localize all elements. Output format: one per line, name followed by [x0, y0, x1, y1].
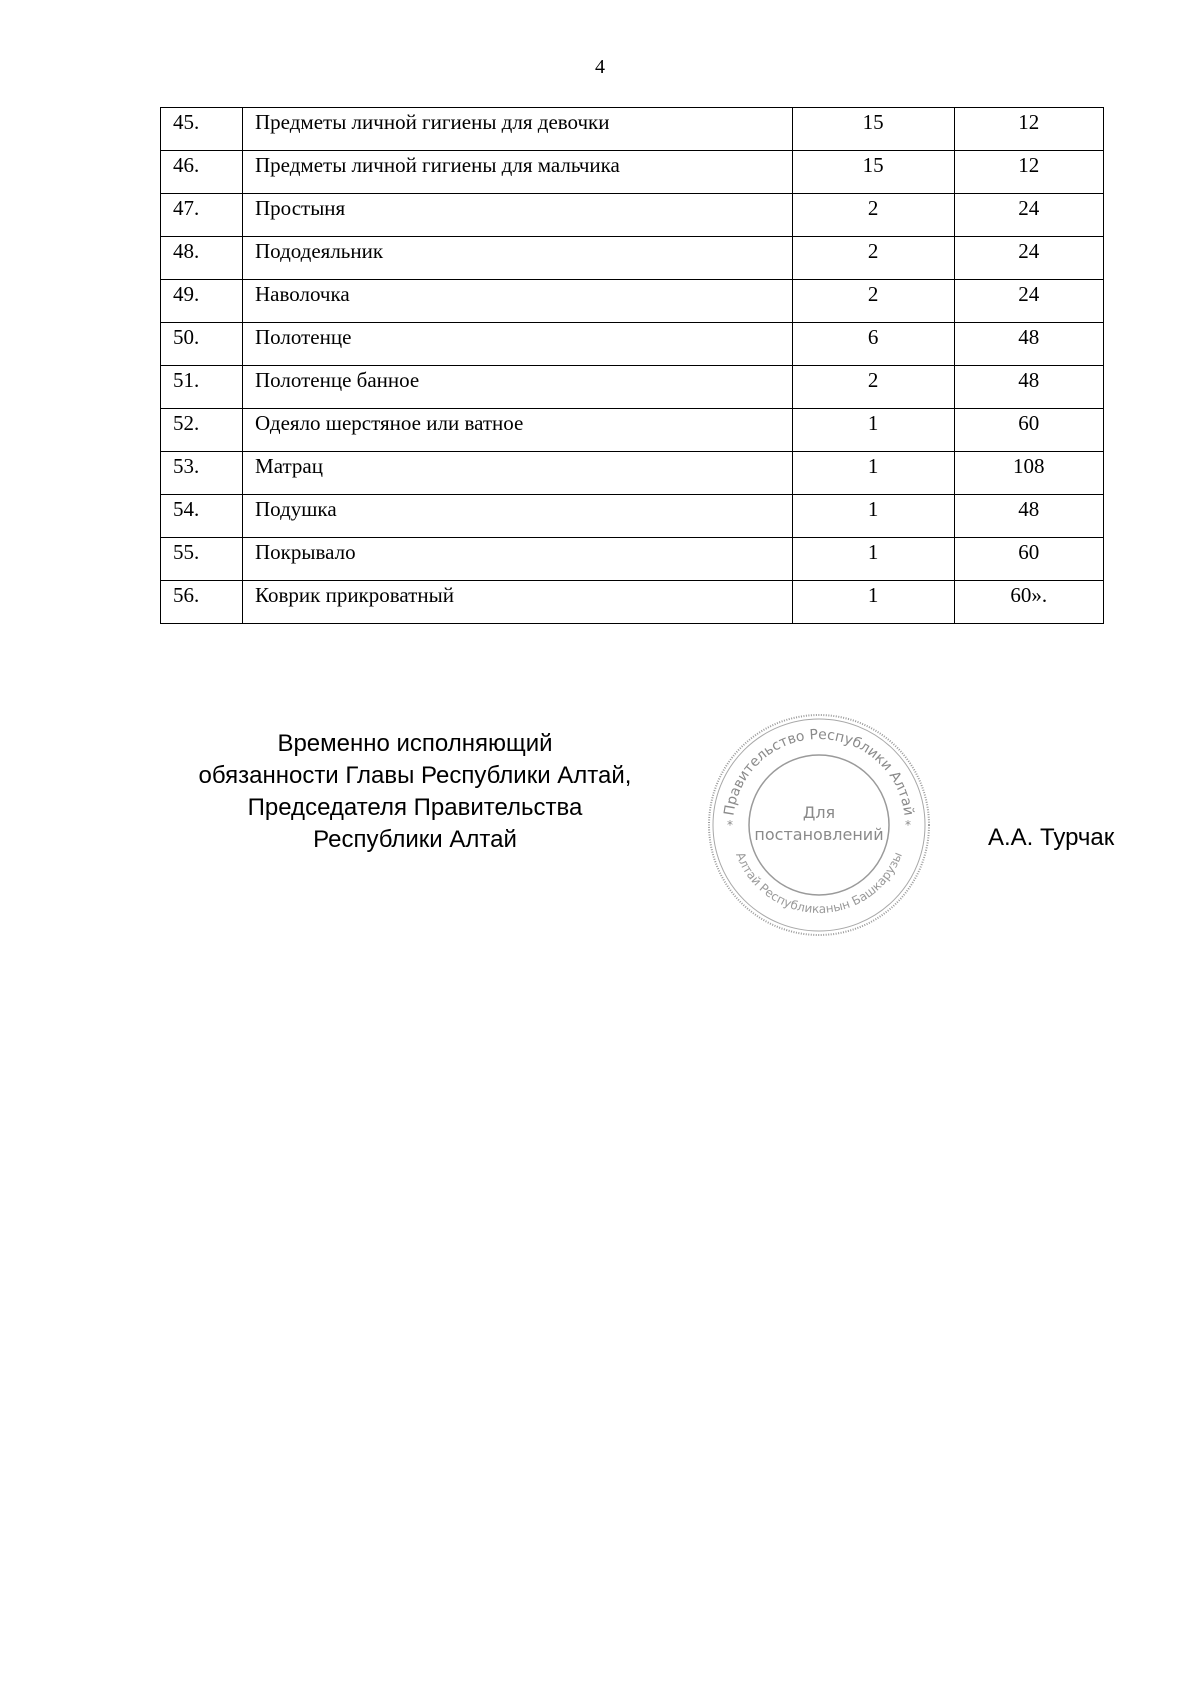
table-row [161, 237, 1104, 280]
seal-star-icon: * [727, 818, 733, 832]
term-cell: 60». [954, 581, 1103, 624]
quantity-cell: 15 [792, 151, 954, 194]
term-cell: 12 [954, 108, 1103, 151]
item-name-cell: Коврик прикроватный [243, 581, 793, 624]
term-cell: 48 [954, 495, 1103, 538]
quantity-cell: 15 [792, 108, 954, 151]
table-row [161, 151, 1104, 194]
signer-title-line: Председателя Правительства [247, 794, 583, 821]
item-name-cell: Наволочка [243, 280, 793, 323]
items-table [160, 107, 1104, 624]
quantity-cell: 1 [792, 538, 954, 581]
signer-title-line: Республики Алтай [313, 826, 517, 853]
seal-bottom-text: Алтай Республиканын Башкарузы [733, 850, 905, 917]
table-row [161, 581, 1104, 624]
table-row [161, 409, 1104, 452]
table-row [161, 194, 1104, 237]
term-cell: 24 [954, 280, 1103, 323]
row-number-cell: 51. [161, 366, 243, 409]
item-name-cell: Полотенце [243, 323, 793, 366]
table-row [161, 452, 1104, 495]
item-name-cell: Простыня [243, 194, 793, 237]
row-number-cell: 54. [161, 495, 243, 538]
row-number-cell: 45. [161, 108, 243, 151]
term-cell: 24 [954, 237, 1103, 280]
signer-name: А.А. Турчак [988, 824, 1115, 851]
quantity-cell: 1 [792, 581, 954, 624]
quantity-cell: 2 [792, 280, 954, 323]
term-cell: 48 [954, 366, 1103, 409]
row-number-cell: 50. [161, 323, 243, 366]
row-number-cell: 52. [161, 409, 243, 452]
table-row [161, 495, 1104, 538]
item-name-cell: Одеяло шерстяное или ватное [243, 409, 793, 452]
row-number-cell: 46. [161, 151, 243, 194]
term-cell: 60 [954, 409, 1103, 452]
table-row [161, 538, 1104, 581]
signer-title [155, 728, 675, 856]
term-cell: 12 [954, 151, 1103, 194]
item-name-cell: Подушка [243, 495, 793, 538]
quantity-cell: 1 [792, 409, 954, 452]
quantity-cell: 2 [792, 237, 954, 280]
seal-center-line2: постановлений [754, 825, 884, 844]
seal-center-line1: Для [802, 803, 836, 822]
item-name-cell: Матрац [243, 452, 793, 495]
quantity-cell: 2 [792, 194, 954, 237]
row-number-cell: 56. [161, 581, 243, 624]
table-row [161, 108, 1104, 151]
item-name-cell: Пододеяльник [243, 237, 793, 280]
term-cell: 24 [954, 194, 1103, 237]
table-row [161, 280, 1104, 323]
row-number-cell: 47. [161, 194, 243, 237]
items-table-body [161, 108, 1104, 624]
quantity-cell: 1 [792, 452, 954, 495]
table-row [161, 323, 1104, 366]
term-cell: 48 [954, 323, 1103, 366]
signer-title-line: Временно исполняющий [277, 730, 553, 757]
item-name-cell: Полотенце банное [243, 366, 793, 409]
row-number-cell: 48. [161, 237, 243, 280]
row-number-cell: 53. [161, 452, 243, 495]
item-name-cell: Покрывало [243, 538, 793, 581]
table-row [161, 366, 1104, 409]
item-name-cell: Предметы личной гигиены для мальчика [243, 151, 793, 194]
seal-outer-text: Правительство Республики Алтай [721, 726, 917, 817]
row-number-cell: 55. [161, 538, 243, 581]
term-cell: 108 [954, 452, 1103, 495]
official-seal [706, 712, 932, 938]
quantity-cell: 2 [792, 366, 954, 409]
quantity-cell: 1 [792, 495, 954, 538]
row-number-cell: 49. [161, 280, 243, 323]
term-cell: 60 [954, 538, 1103, 581]
page-number: 4 [595, 56, 605, 78]
seal-star-icon: * [905, 818, 911, 832]
signer-title-line: обязанности Главы Республики Алтай, [198, 762, 632, 789]
item-name-cell: Предметы личной гигиены для девочки [243, 108, 793, 151]
quantity-cell: 6 [792, 323, 954, 366]
